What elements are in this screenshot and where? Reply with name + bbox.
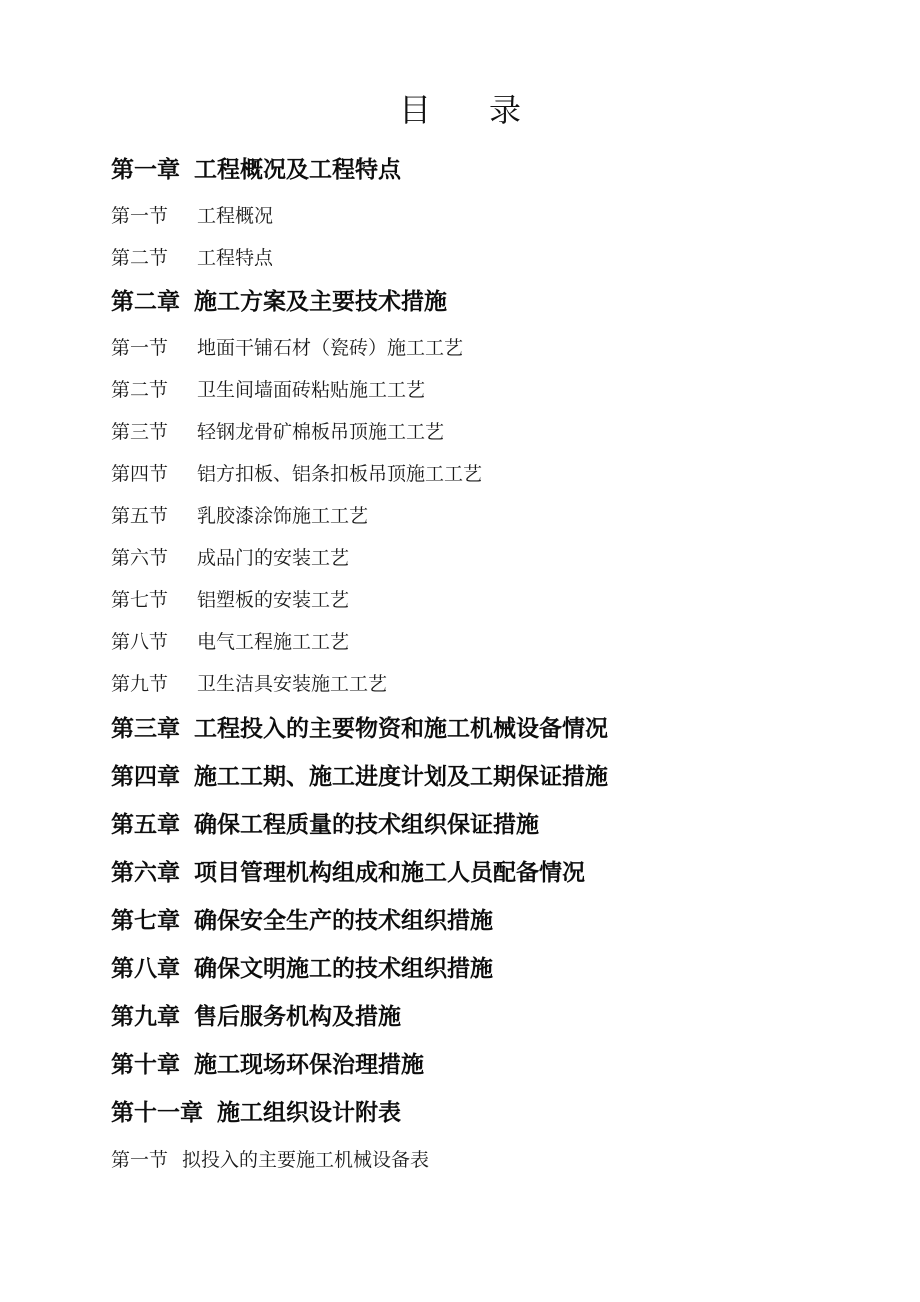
toc-chapter-title: 工程概况及工程特点 [194,157,401,183]
toc-chapter-title: 确保安全生产的技术组织措施 [194,908,493,934]
toc-section-title: 卫生洁具安装施工工艺 [197,673,388,695]
toc-section-number: 第二节 [111,379,169,401]
toc-section-title: 电气工程施工工艺 [197,631,350,653]
toc-chapter-title: 工程投入的主要物资和施工机械设备情况 [194,716,608,742]
toc-section-2-7[interactable] [111,586,349,614]
toc-section-title: 轻钢龙骨矿棉板吊顶施工工艺 [197,421,445,443]
page-title [0,88,920,132]
toc-section-2-4[interactable] [111,460,482,488]
toc-chapter-title: 确保工程质量的技术组织保证措施 [194,812,539,838]
toc-section-1-1[interactable] [111,202,273,230]
toc-section-number: 第五节 [111,505,169,527]
toc-section-2-2[interactable] [111,376,425,404]
toc-section-title: 卫生间墙面砖粘贴施工工艺 [197,379,426,401]
toc-section-2-6[interactable] [111,544,349,572]
toc-chapter-title: 施工现场环保治理措施 [194,1052,424,1078]
toc-chapter-number: 第六章 [111,860,180,886]
toc-chapter-title: 施工工期、施工进度计划及工期保证措施 [194,764,608,790]
toc-section-2-8[interactable] [111,628,349,656]
toc-section-1-2[interactable] [111,244,273,272]
toc-section-number: 第三节 [111,421,169,443]
toc-chapter-5[interactable] [111,809,539,841]
toc-chapter-number: 第四章 [111,764,180,790]
toc-chapter-1[interactable] [111,154,401,186]
toc-chapter-3[interactable] [111,713,608,745]
toc-section-number: 第一节 [111,205,169,227]
toc-chapter-4[interactable] [111,761,608,793]
toc-chapter-title: 施工组织设计附表 [217,1100,401,1126]
toc-chapter-number: 第八章 [111,956,180,982]
toc-section-title: 工程特点 [197,247,274,269]
toc-chapter-number: 第十一章 [111,1100,203,1126]
toc-section-number: 第八节 [111,631,169,653]
toc-chapter-number: 第七章 [111,908,180,934]
toc-chapter-number: 第三章 [111,716,180,742]
toc-section-2-9[interactable] [111,670,387,698]
toc-chapter-7[interactable] [111,905,493,937]
toc-chapter-11[interactable] [111,1097,401,1129]
toc-section-title: 成品门的安装工艺 [197,547,350,569]
toc-section-number: 第四节 [111,463,169,485]
toc-section-number: 第六节 [111,547,169,569]
toc-chapter-9[interactable] [111,1001,401,1033]
toc-section-title: 工程概况 [197,205,274,227]
toc-chapter-8[interactable] [111,953,493,985]
toc-chapter-6[interactable] [111,857,585,889]
toc-chapter-10[interactable] [111,1049,424,1081]
toc-chapter-number: 第二章 [111,289,180,315]
toc-chapter-title: 项目管理机构组成和施工人员配备情况 [194,860,585,886]
toc-chapter-title: 售后服务机构及措施 [194,1004,401,1030]
toc-section-title: 铝方扣板、铝条扣板吊顶施工工艺 [197,463,483,485]
toc-chapter-number: 第一章 [111,157,180,183]
toc-section-2-5[interactable] [111,502,368,530]
toc-chapter-number: 第五章 [111,812,180,838]
toc-section-2-1[interactable] [111,334,463,362]
toc-chapter-title: 施工方案及主要技术措施 [194,289,447,315]
page-title-part-2: 录 [489,91,522,129]
toc-section-number: 第一节 [111,1149,169,1171]
toc-chapter-number: 第十章 [111,1052,180,1078]
toc-section-number: 第九节 [111,673,169,695]
toc-section-title: 乳胶漆涂饰施工工艺 [197,505,369,527]
toc-section-2-3[interactable] [111,418,444,446]
toc-section-number: 第七节 [111,589,169,611]
toc-section-11-1[interactable] [111,1146,429,1174]
toc-chapter-number: 第九章 [111,1004,180,1030]
page-title-part-1: 目 [398,91,431,129]
toc-chapter-title: 确保文明施工的技术组织措施 [194,956,493,982]
toc-section-title: 铝塑板的安装工艺 [197,589,350,611]
toc-section-title: 拟投入的主要施工机械设备表 [182,1149,430,1171]
toc-chapter-2[interactable] [111,286,447,318]
toc-section-title: 地面干铺石材（瓷砖）施工工艺 [197,337,464,359]
toc-section-number: 第一节 [111,337,169,359]
toc-section-number: 第二节 [111,247,169,269]
